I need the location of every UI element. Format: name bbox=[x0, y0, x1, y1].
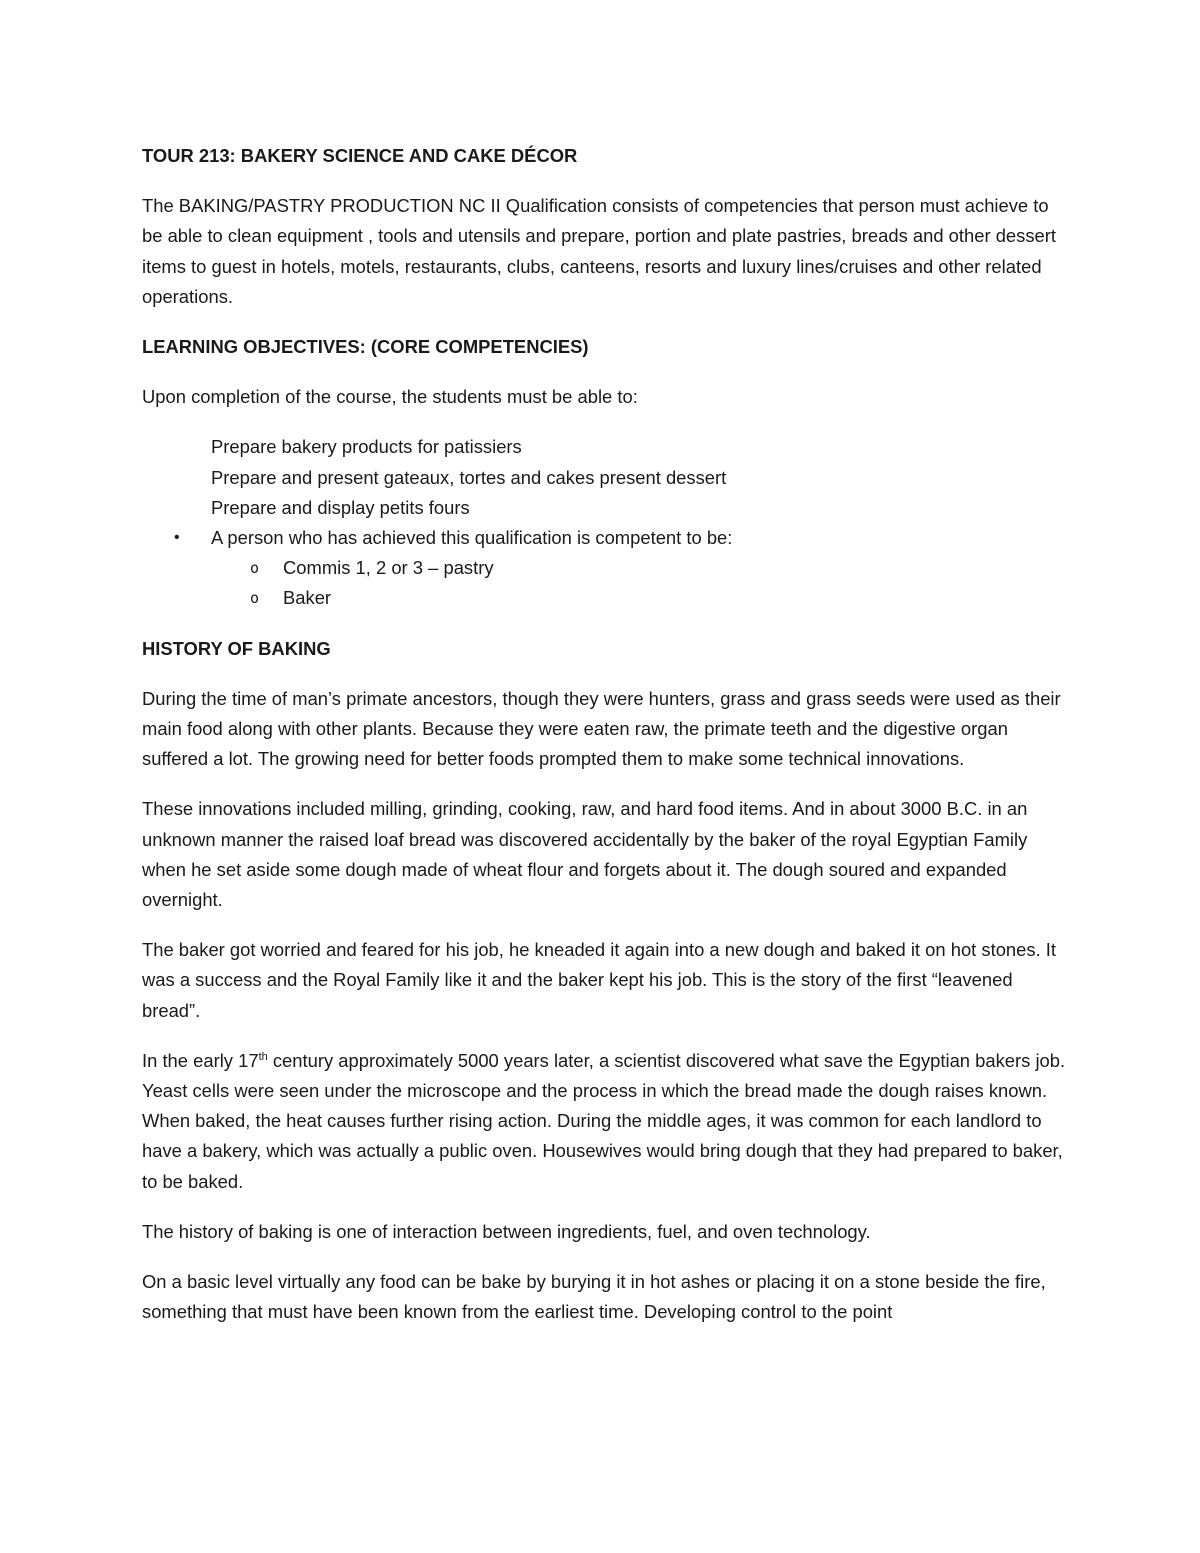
bullet-icon: • bbox=[174, 529, 180, 547]
superscript: th bbox=[258, 1050, 268, 1063]
role-list-item bbox=[142, 553, 1067, 583]
history-paragraph-6: On a basic level virtually any food can be bake by burying it in hot ashes or placing it on a stone beside the fire, something that must have been known from the earliest time. Developing control to the point bbox=[142, 1271, 1046, 1323]
history-paragraph-2: These innovations included milling, grinding, cooking, raw, and hard food items. And in about 3000 B.C. in an unknown manner the raised loaf bread was discovered accidentally by the baker of the royal Egyptian Family when he set aside some dough made of wheat flour and forgets about it. The dough soured and expanded overnight. bbox=[142, 798, 1028, 911]
intro-paragraph: The BAKING/PASTRY PRODUCTION NC II Qualification consists of competencies that person must achieve to be able to clean equipment , tools and utensils and prepare, portion and plate pastries, breads and other dessert items to guest in hotels, motels, restaurants, clubs, canteens, resorts and luxury lines/cruises and other related operations. bbox=[142, 195, 1057, 307]
role-text: Commis 1, 2 or 3 – pastry bbox=[283, 557, 494, 579]
history-paragraph-4 bbox=[142, 1046, 1067, 1197]
objective-item: Prepare bakery products for patissiers bbox=[211, 436, 522, 458]
competent-line: A person who has achieved this qualification is competent to be: bbox=[211, 527, 733, 549]
sub-bullet-icon: o bbox=[250, 589, 260, 608]
role-list-item bbox=[142, 583, 1067, 613]
document-body bbox=[142, 141, 1067, 1348]
role-text: Baker bbox=[283, 587, 332, 609]
competent-list-item bbox=[142, 523, 1067, 553]
sub-bullet-icon: o bbox=[250, 559, 260, 578]
paragraph-text: In the early 17 bbox=[142, 1049, 259, 1071]
objective-item: Prepare and present gateaux, tortes and cakes present dessert bbox=[211, 466, 727, 488]
history-paragraph-5: The history of baking is one of interaction between ingredients, fuel, and oven technology. bbox=[142, 1220, 871, 1242]
document-title: TOUR 213: BAKERY SCIENCE AND CAKE DÉCOR bbox=[142, 145, 578, 166]
history-paragraph-1: During the time of man’s primate ancestors, though they were hunters, grass and grass seeds were used as their main food along with other plants. Because they were eaten raw, the primate teeth and the digestive organ suffered a lot. The growing need for better foods prompted them to make some technical innovations. bbox=[142, 687, 1061, 770]
paragraph-text: century approximately 5000 years later, a scientist discovered what save the Egyptian bakers job. Yeast cells were seen under the microscope and the process in which the bread made the dough raises known. When baked, the heat causes further rising action. During the middle ages, it was common for each landlord to have a bakery, which was actually a public oven. Housewives would bring dough that they had prepared to baker, to be baked. bbox=[142, 1049, 1066, 1192]
objective-item: Prepare and display petits fours bbox=[211, 496, 470, 518]
objectives-lead: Upon completion of the course, the students must be able to: bbox=[142, 386, 638, 408]
history-paragraph-3: The baker got worried and feared for his job, he kneaded it again into a new dough and baked it on hot stones. It was a success and the Royal Family like it and the baker kept his job. This is the story of the first “leavened bread”. bbox=[142, 939, 1057, 1021]
objectives-heading: LEARNING OBJECTIVES: (CORE COMPETENCIES) bbox=[142, 336, 589, 358]
history-heading: HISTORY OF BAKING bbox=[142, 637, 331, 659]
objectives-list bbox=[142, 432, 1067, 613]
